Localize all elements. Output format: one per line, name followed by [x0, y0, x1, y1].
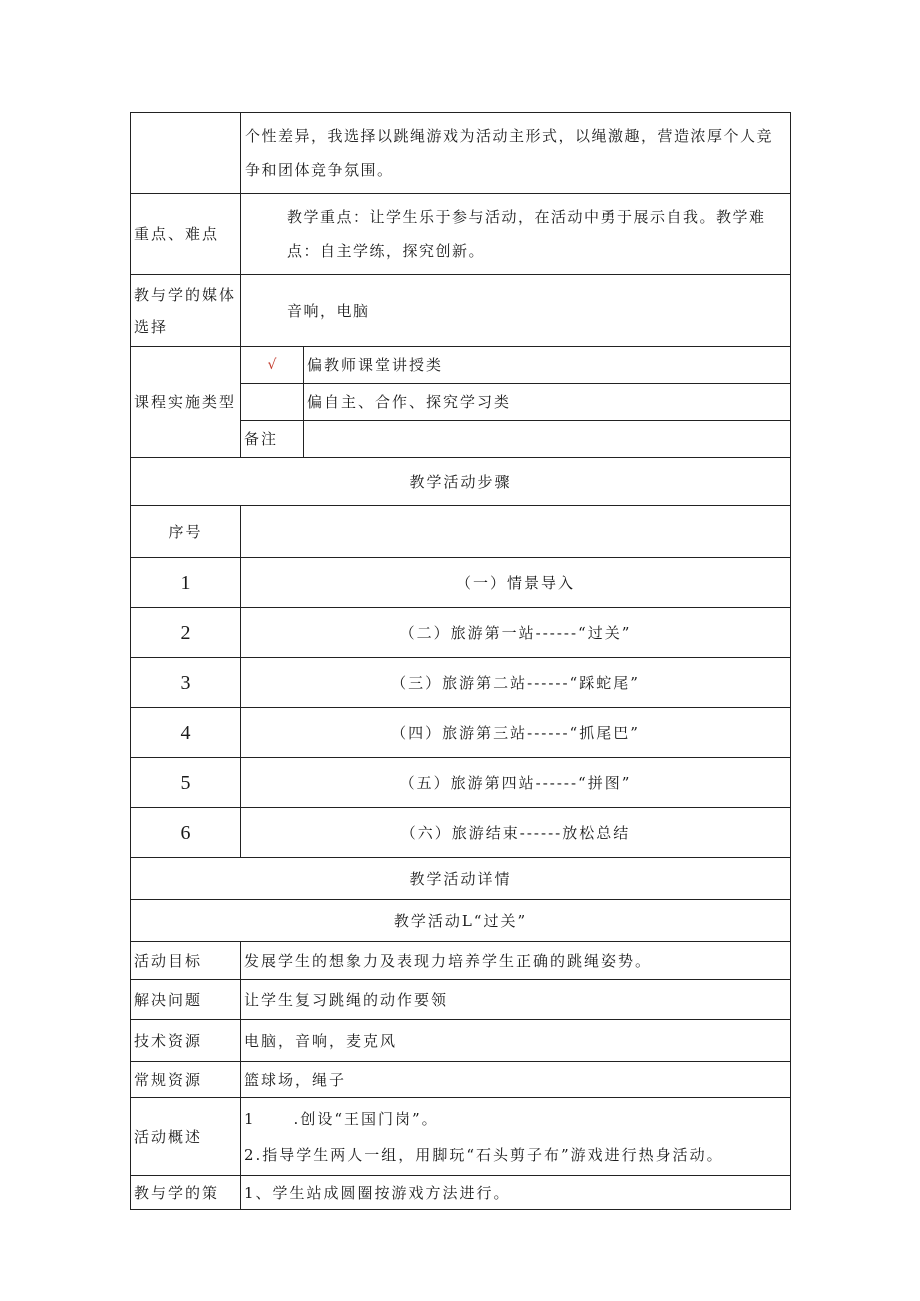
step-row: [131, 558, 791, 608]
step-num: 4: [131, 708, 241, 758]
overview-row: [131, 1098, 791, 1176]
focus-row: [131, 194, 791, 275]
goal-text: 发展学生的想象力及表现力培养学生正确的跳绳姿势。: [241, 942, 791, 980]
step-row: [131, 658, 791, 708]
step-num: 6: [131, 808, 241, 858]
intro-text: 个性差异，我选择以跳绳游戏为活动主形式，以绳激趣，营造浓厚个人竞争和团体竞争氛围。: [241, 113, 791, 194]
course-type-label: 课程实施类型: [131, 347, 241, 458]
goal-label: 活动目标: [131, 942, 241, 980]
regular-row: [131, 1062, 791, 1098]
steps-heading-row: [131, 458, 791, 506]
focus-text: 教学重点：让学生乐于参与活动，在活动中勇于展示自我。教学难点：自主学练，探究创新。: [241, 194, 791, 275]
step-num: 3: [131, 658, 241, 708]
intro-row: [131, 113, 791, 194]
step-num: 5: [131, 758, 241, 808]
tech-row: [131, 1020, 791, 1062]
remark-label: 备注: [241, 421, 304, 458]
step-text: （四）旅游第三站------“抓尾巴”: [241, 708, 791, 758]
step-text: （三）旅游第二站------“踩蛇尾”: [241, 658, 791, 708]
strategy-label: 教与学的策: [131, 1176, 241, 1210]
problem-text: 让学生复习跳绳的动作要领: [241, 980, 791, 1020]
step-row: [131, 708, 791, 758]
focus-label: 重点、难点: [131, 194, 241, 275]
regular-text: 篮球场，绳子: [241, 1062, 791, 1098]
step-num: 2: [131, 608, 241, 658]
media-label: 教与学的媒体选择: [131, 275, 241, 347]
step-text: （一）情景导入: [241, 558, 791, 608]
details-heading-row: [131, 858, 791, 900]
lesson-plan-table-wrapper: [130, 112, 790, 1210]
activity-title: 教学活动L“过关”: [131, 900, 791, 942]
course-type-row-1: [131, 347, 791, 384]
lesson-plan-table: [130, 112, 791, 1210]
goal-row: [131, 942, 791, 980]
seq-label: 序号: [131, 506, 241, 558]
course-option-self: 偏自主、合作、探究学习类: [304, 384, 791, 421]
tech-label: 技术资源: [131, 1020, 241, 1062]
overview-line-2: 2.指导学生两人一组，用脚玩“石头剪子布”游戏进行热身活动。: [244, 1145, 724, 1164]
overview-label: 活动概述: [131, 1098, 241, 1176]
overview-cell: [241, 1098, 791, 1176]
steps-heading: 教学活动步骤: [131, 458, 791, 506]
regular-label: 常规资源: [131, 1062, 241, 1098]
course-option-teacher: 偏教师课堂讲授类: [304, 347, 791, 384]
remark-value: [304, 421, 791, 458]
step-row: [131, 608, 791, 658]
step-text: （六）旅游结束------放松总结: [241, 808, 791, 858]
step-row: [131, 758, 791, 808]
course-option-empty-check: [241, 384, 304, 421]
step-row: [131, 808, 791, 858]
overview-line-1-num: 1: [244, 1109, 256, 1128]
problem-row: [131, 980, 791, 1020]
step-num: 1: [131, 558, 241, 608]
intro-label-cell: [131, 113, 241, 194]
details-heading: 教学活动详情: [131, 858, 791, 900]
tech-text: 电脑，音响，麦克风: [241, 1020, 791, 1062]
check-mark-icon: √: [241, 347, 304, 384]
activity-title-row: [131, 900, 791, 942]
problem-label: 解决问题: [131, 980, 241, 1020]
strategy-text: 1、学生站成圆圈按游戏方法进行。: [241, 1176, 791, 1210]
overview-line-1-text: .创设“王国门岗”。: [293, 1109, 439, 1128]
step-text: （二）旅游第一站------“过关”: [241, 608, 791, 658]
media-text: 音响，电脑: [241, 275, 791, 347]
media-row: [131, 275, 791, 347]
strategy-row: [131, 1176, 791, 1210]
step-text: （五）旅游第四站------“拼图”: [241, 758, 791, 808]
overview-line-1: [244, 1101, 790, 1137]
seq-header-empty: [241, 506, 791, 558]
seq-header-row: [131, 506, 791, 558]
